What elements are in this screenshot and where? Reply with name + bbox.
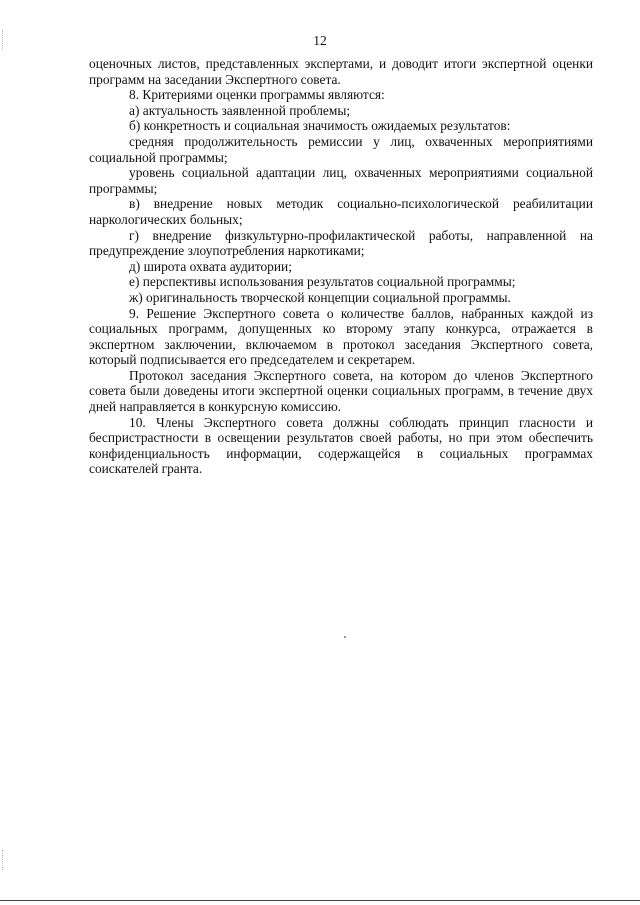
criterion-b-remission: средняя продолжительность ремиссии у лиц, охваченных мероприятиями социальной программы; (89, 133, 593, 165)
criterion-e: е) перспективы использования результатов социальной программы; (129, 274, 516, 290)
page-number: 12 (313, 33, 327, 48)
scan-speck (344, 636, 346, 638)
criterion-d: д) широта охвата аудитории; (129, 258, 292, 274)
criterion-b: б) конкретность и социальная значимость ожидаемых результатов: (129, 118, 511, 134)
criterion-g: г) внедрение физкультурно-профилактической работы, направленной на предупреждение злоупотребления наркотиками; (89, 227, 593, 259)
paragraph-protocol: Протокол заседания Экспертного совета, на котором до членов Экспертного совета были доведены итоги экспертной оценки социальных программ, в течение двух дней направляется в конкурсную комиссию. (89, 367, 593, 415)
scan-edge-mark-bottom (2, 850, 4, 870)
page-bottom-edge (0, 900, 640, 901)
scan-edge-mark-top (2, 30, 4, 50)
paragraph-10: 10. Члены Экспертного совета должны соблюдать принцип гласности и беспристрастности в освещении результатов своей работы, но при этом обеспечить конфиденциальность информации, содержащейся в социальных программах соискателей гранта. (89, 414, 593, 477)
paragraph-criteria-heading: 8. Критериями оценки программы являются: (129, 87, 385, 103)
document-body (89, 56, 593, 477)
paragraph-continuation: оценочных листов, представленных экспертами, и доводит итоги экспертной оценки программ на заседании Экспертного совета. (89, 56, 593, 87)
paragraph-9: 9. Решение Экспертного совета о количестве баллов, набранных каждой из социальных программ, допущенных ко второму этапу конкурса, отражается в экспертном заключении, включаемом в протокол заседания Экспертного совета, который подписывается его председателем и секретарем. (89, 305, 593, 368)
criterion-b-adaptation: уровень социальной адаптации лиц, охваченных мероприятиями социальной программы; (89, 165, 593, 196)
criterion-zh: ж) оригинальность творческой концепции социальной программы. (129, 289, 511, 305)
criterion-v: в) внедрение новых методик социально-психологической реабилитации наркологических больных; (89, 196, 593, 227)
criterion-a: а) актуальность заявленной проблемы; (129, 102, 351, 118)
